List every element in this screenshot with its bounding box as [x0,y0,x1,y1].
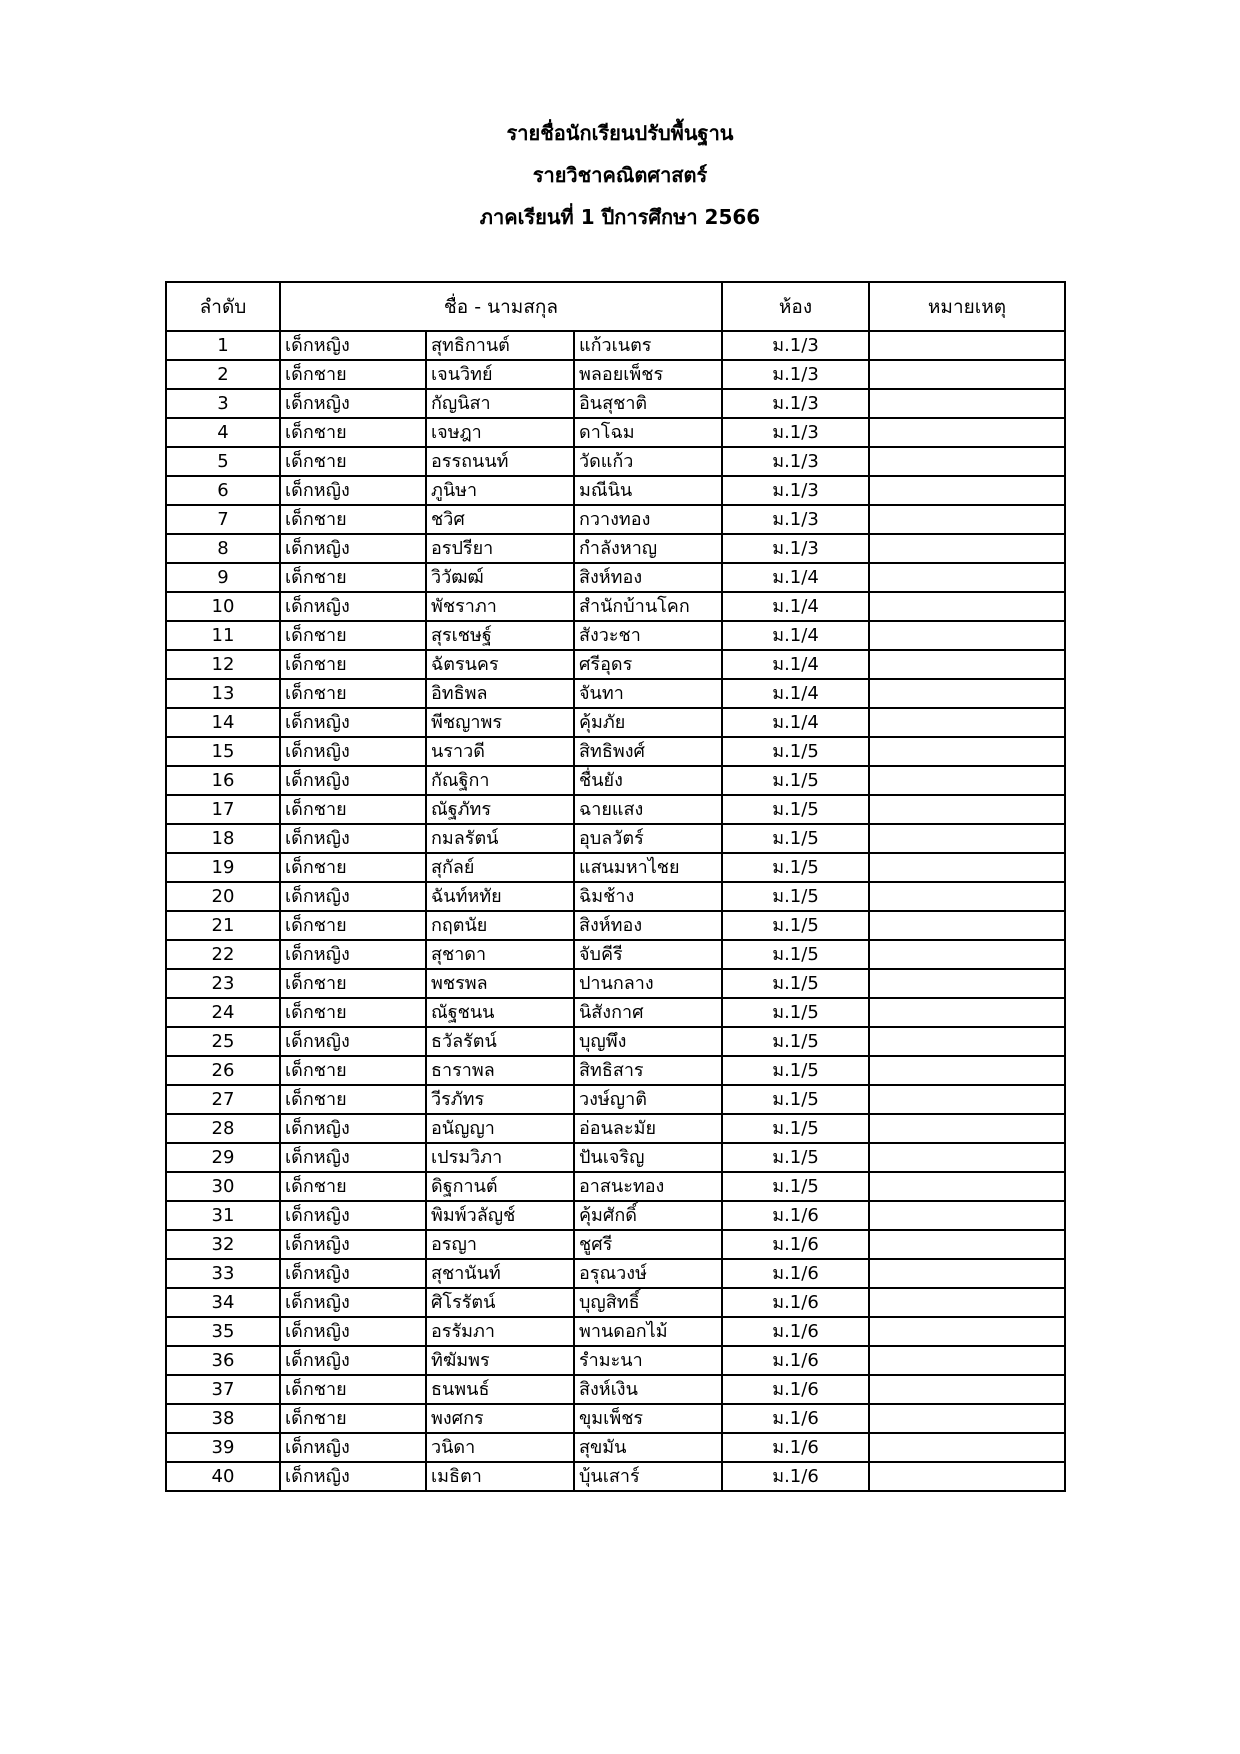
row-number-cell: 34 [166,1288,280,1317]
table-row [166,1433,1065,1462]
room-cell: ม.1/6 [722,1288,869,1317]
first-name-cell: ธาราพล [426,1056,574,1085]
remark-cell [869,766,1065,795]
row-number-cell: 15 [166,737,280,766]
row-number-cell: 25 [166,1027,280,1056]
name-prefix-cell: เด็กหญิง [280,592,426,621]
first-name-cell: ธวัลรัตน์ [426,1027,574,1056]
remark-cell [869,1259,1065,1288]
row-number-cell: 18 [166,824,280,853]
name-prefix-cell: เด็กชาย [280,679,426,708]
row-number-cell: 33 [166,1259,280,1288]
remark-cell [869,853,1065,882]
table-row [166,360,1065,389]
row-number-cell: 17 [166,795,280,824]
last-name-cell: ปานกลาง [574,969,722,998]
name-prefix-cell: เด็กชาย [280,360,426,389]
table-row [166,476,1065,505]
first-name-cell: วีรภัทร [426,1085,574,1114]
table-row [166,389,1065,418]
student-roster-table [165,281,1066,1492]
first-name-cell: เปรมวิภา [426,1143,574,1172]
first-name-cell: อิทธิพล [426,679,574,708]
first-name-cell: สุรเชษฐ์ [426,621,574,650]
first-name-cell: พีชญาพร [426,708,574,737]
remark-cell [869,1317,1065,1346]
table-row [166,621,1065,650]
row-number-cell: 16 [166,766,280,795]
row-number-cell: 8 [166,534,280,563]
first-name-cell: สุชานันท์ [426,1259,574,1288]
name-prefix-cell: เด็กชาย [280,795,426,824]
last-name-cell: บุญสิทธิ์ [574,1288,722,1317]
row-number-cell: 19 [166,853,280,882]
remark-cell [869,621,1065,650]
last-name-cell: สังวะชา [574,621,722,650]
last-name-cell: สุขมัน [574,1433,722,1462]
remark-cell [869,331,1065,360]
last-name-cell: ชูศรี [574,1230,722,1259]
name-prefix-cell: เด็กหญิง [280,389,426,418]
last-name-cell: อ่อนละมัย [574,1114,722,1143]
room-cell: ม.1/4 [722,650,869,679]
last-name-cell: อุบลวัตร์ [574,824,722,853]
name-prefix-cell: เด็กชาย [280,418,426,447]
room-cell: ม.1/6 [722,1375,869,1404]
room-cell: ม.1/5 [722,1143,869,1172]
first-name-cell: อนัญญา [426,1114,574,1143]
table-row [166,795,1065,824]
first-name-cell: พิมพ์วลัญช์ [426,1201,574,1230]
remark-cell [869,563,1065,592]
room-cell: ม.1/6 [722,1462,869,1491]
last-name-cell: รำมะนา [574,1346,722,1375]
last-name-cell: วัดแก้ว [574,447,722,476]
row-number-cell: 3 [166,389,280,418]
last-name-cell: ศรีอุดร [574,650,722,679]
room-cell: ม.1/4 [722,592,869,621]
first-name-cell: อรรถนนท์ [426,447,574,476]
last-name-cell: สิทธิสาร [574,1056,722,1085]
first-name-cell: เจนวิทย์ [426,360,574,389]
name-prefix-cell: เด็กชาย [280,853,426,882]
name-prefix-cell: เด็กชาย [280,621,426,650]
name-prefix-cell: เด็กหญิง [280,1433,426,1462]
remark-cell [869,447,1065,476]
name-prefix-cell: เด็กหญิง [280,708,426,737]
name-prefix-cell: เด็กชาย [280,563,426,592]
last-name-cell: ฉิมช้าง [574,882,722,911]
row-number-cell: 32 [166,1230,280,1259]
last-name-cell: พานดอกไม้ [574,1317,722,1346]
name-prefix-cell: เด็กหญิง [280,737,426,766]
room-cell: ม.1/5 [722,940,869,969]
room-cell: ม.1/3 [722,331,869,360]
table-row [166,331,1065,360]
row-number-cell: 27 [166,1085,280,1114]
table-row [166,1114,1065,1143]
table-row [166,650,1065,679]
remark-cell [869,1056,1065,1085]
last-name-cell: สิงห์ทอง [574,911,722,940]
room-cell: ม.1/4 [722,563,869,592]
remark-cell [869,824,1065,853]
room-cell: ม.1/6 [722,1230,869,1259]
row-number-cell: 22 [166,940,280,969]
table-row [166,1230,1065,1259]
last-name-cell: อินสุชาติ [574,389,722,418]
remark-cell [869,1114,1065,1143]
row-number-cell: 10 [166,592,280,621]
remark-cell [869,1375,1065,1404]
room-cell: ม.1/3 [722,534,869,563]
row-number-cell: 7 [166,505,280,534]
last-name-cell: คุ้มภัย [574,708,722,737]
first-name-cell: ศิโรรัตน์ [426,1288,574,1317]
table-row [166,1346,1065,1375]
first-name-cell: ณัฐภัทร [426,795,574,824]
first-name-cell: เมธิตา [426,1462,574,1491]
table-row [166,1404,1065,1433]
remark-cell [869,592,1065,621]
name-prefix-cell: เด็กชาย [280,1404,426,1433]
name-prefix-cell: เด็กหญิง [280,1346,426,1375]
name-prefix-cell: เด็กหญิง [280,882,426,911]
last-name-cell: สิงห์ทอง [574,563,722,592]
remark-cell [869,1201,1065,1230]
row-number-cell: 28 [166,1114,280,1143]
last-name-cell: อรุณวงษ์ [574,1259,722,1288]
room-cell: ม.1/4 [722,621,869,650]
table-row [166,1201,1065,1230]
last-name-cell: พลอยเพ็ชร [574,360,722,389]
room-cell: ม.1/5 [722,1056,869,1085]
room-cell: ม.1/5 [722,737,869,766]
name-prefix-cell: เด็กหญิง [280,766,426,795]
name-prefix-cell: เด็กหญิง [280,1288,426,1317]
room-cell: ม.1/5 [722,1085,869,1114]
name-prefix-cell: เด็กชาย [280,505,426,534]
name-prefix-cell: เด็กหญิง [280,1027,426,1056]
room-cell: ม.1/6 [722,1317,869,1346]
last-name-cell: จับคีรี [574,940,722,969]
remark-cell [869,360,1065,389]
last-name-cell: จันทา [574,679,722,708]
first-name-cell: ณัฐชนน [426,998,574,1027]
name-prefix-cell: เด็กชาย [280,1085,426,1114]
row-number-cell: 23 [166,969,280,998]
name-prefix-cell: เด็กชาย [280,969,426,998]
last-name-cell: คุ้มศักดิ์ [574,1201,722,1230]
table-row [166,1259,1065,1288]
name-prefix-cell: เด็กชาย [280,650,426,679]
room-cell: ม.1/3 [722,447,869,476]
room-cell: ม.1/5 [722,882,869,911]
row-number-cell: 5 [166,447,280,476]
name-prefix-cell: เด็กหญิง [280,1114,426,1143]
table-row [166,592,1065,621]
last-name-cell: แสนมหาไชย [574,853,722,882]
name-prefix-cell: เด็กหญิง [280,331,426,360]
table-row [166,940,1065,969]
name-prefix-cell: เด็กหญิง [280,1317,426,1346]
remark-cell [869,998,1065,1027]
first-name-cell: เจษฎา [426,418,574,447]
table-row [166,1027,1065,1056]
row-number-cell: 38 [166,1404,280,1433]
first-name-cell: สุชาดา [426,940,574,969]
first-name-cell: ดิฐกานต์ [426,1172,574,1201]
last-name-cell: นิสังกาศ [574,998,722,1027]
last-name-cell: กวางทอง [574,505,722,534]
row-number-cell: 36 [166,1346,280,1375]
room-cell: ม.1/5 [722,969,869,998]
first-name-cell: ฉันท์หทัย [426,882,574,911]
first-name-cell: นราวดี [426,737,574,766]
first-name-cell: ชวิศ [426,505,574,534]
row-number-cell: 6 [166,476,280,505]
remark-cell [869,1027,1065,1056]
name-prefix-cell: เด็กหญิง [280,1259,426,1288]
row-number-cell: 13 [166,679,280,708]
remark-cell [869,737,1065,766]
remark-cell [869,708,1065,737]
first-name-cell: อรปรียา [426,534,574,563]
room-cell: ม.1/5 [722,911,869,940]
first-name-cell: ฉัตรนคร [426,650,574,679]
name-prefix-cell: เด็กชาย [280,1172,426,1201]
last-name-cell: ขุมเพ็ชร [574,1404,722,1433]
room-cell: ม.1/3 [722,360,869,389]
name-prefix-cell: เด็กชาย [280,998,426,1027]
row-number-cell: 30 [166,1172,280,1201]
room-cell: ม.1/5 [722,998,869,1027]
remark-cell [869,911,1065,940]
name-prefix-cell: เด็กชาย [280,1375,426,1404]
remark-cell [869,650,1065,679]
last-name-cell: มณีนิน [574,476,722,505]
header-room: ห้อง [722,282,869,331]
table-row [166,708,1065,737]
room-cell: ม.1/3 [722,418,869,447]
remark-cell [869,476,1065,505]
name-prefix-cell: เด็กหญิง [280,1143,426,1172]
table-row [166,1288,1065,1317]
table-row [166,737,1065,766]
room-cell: ม.1/6 [722,1346,869,1375]
row-number-cell: 1 [166,331,280,360]
row-number-cell: 9 [166,563,280,592]
remark-cell [869,1143,1065,1172]
room-cell: ม.1/5 [722,824,869,853]
remark-cell [869,1288,1065,1317]
row-number-cell: 11 [166,621,280,650]
last-name-cell: ฉายแสง [574,795,722,824]
name-prefix-cell: เด็กชาย [280,447,426,476]
row-number-cell: 20 [166,882,280,911]
last-name-cell: สำนักบ้านโคก [574,592,722,621]
row-number-cell: 26 [166,1056,280,1085]
name-prefix-cell: เด็กหญิง [280,534,426,563]
table-row [166,505,1065,534]
last-name-cell: ปันเจริญ [574,1143,722,1172]
room-cell: ม.1/5 [722,1114,869,1143]
room-cell: ม.1/6 [722,1259,869,1288]
first-name-cell: อรญา [426,1230,574,1259]
row-number-cell: 31 [166,1201,280,1230]
header-no: ลำดับ [166,282,280,331]
first-name-cell: อรรัมภา [426,1317,574,1346]
name-prefix-cell: เด็กหญิง [280,824,426,853]
last-name-cell: ดาโฉม [574,418,722,447]
first-name-cell: พงศกร [426,1404,574,1433]
last-name-cell: บุญพึง [574,1027,722,1056]
name-prefix-cell: เด็กหญิง [280,1201,426,1230]
table-row [166,853,1065,882]
remark-cell [869,940,1065,969]
remark-cell [869,1085,1065,1114]
title-line-3: ภาคเรียนที่ 1 ปีการศึกษา 2566 [479,205,761,229]
row-number-cell: 4 [166,418,280,447]
name-prefix-cell: เด็กหญิง [280,476,426,505]
remark-cell [869,1230,1065,1259]
room-cell: ม.1/5 [722,1172,869,1201]
first-name-cell: กฤตนัย [426,911,574,940]
row-number-cell: 12 [166,650,280,679]
remark-cell [869,1346,1065,1375]
remark-cell [869,795,1065,824]
document-title-block [0,112,1240,238]
table-row [166,1085,1065,1114]
room-cell: ม.1/5 [722,795,869,824]
remark-cell [869,1172,1065,1201]
last-name-cell: อาสนะทอง [574,1172,722,1201]
remark-cell [869,1404,1065,1433]
name-prefix-cell: เด็กชาย [280,1056,426,1085]
last-name-cell: บุ้นเสาร์ [574,1462,722,1491]
first-name-cell: กมลรัตน์ [426,824,574,853]
first-name-cell: สุกัลย์ [426,853,574,882]
table-row [166,418,1065,447]
last-name-cell: สิทธิพงศ์ [574,737,722,766]
table-row [166,679,1065,708]
row-number-cell: 35 [166,1317,280,1346]
first-name-cell: ภูนิษา [426,476,574,505]
table-row [166,1056,1065,1085]
table-row [166,534,1065,563]
header-remark: หมายเหตุ [869,282,1065,331]
last-name-cell: กำลังหาญ [574,534,722,563]
name-prefix-cell: เด็กหญิง [280,1462,426,1491]
last-name-cell: วงษ์ญาติ [574,1085,722,1114]
name-prefix-cell: เด็กหญิง [280,940,426,969]
row-number-cell: 37 [166,1375,280,1404]
room-cell: ม.1/3 [722,476,869,505]
table-row [166,1172,1065,1201]
last-name-cell: สิงห์เงิน [574,1375,722,1404]
first-name-cell: พชรพล [426,969,574,998]
room-cell: ม.1/6 [722,1201,869,1230]
first-name-cell: กัญนิสา [426,389,574,418]
table-row [166,969,1065,998]
table-row [166,998,1065,1027]
header-name: ชื่อ - นามสกุล [280,282,722,331]
remark-cell [869,389,1065,418]
room-cell: ม.1/4 [722,708,869,737]
remark-cell [869,534,1065,563]
table-header-row [166,282,1065,331]
room-cell: ม.1/6 [722,1404,869,1433]
table-row [166,1462,1065,1491]
remark-cell [869,882,1065,911]
table-row [166,824,1065,853]
remark-cell [869,1433,1065,1462]
row-number-cell: 40 [166,1462,280,1491]
table-body [166,331,1065,1491]
row-number-cell: 39 [166,1433,280,1462]
remark-cell [869,1462,1065,1491]
table-row [166,1375,1065,1404]
room-cell: ม.1/3 [722,505,869,534]
room-cell: ม.1/5 [722,766,869,795]
last-name-cell: แก้วเนตร [574,331,722,360]
title-line-1: รายชื่อนักเรียนปรับพื้นฐาน [506,121,734,145]
table-row [166,563,1065,592]
row-number-cell: 29 [166,1143,280,1172]
title-line-2: รายวิชาคณิตศาสตร์ [532,163,708,187]
row-number-cell: 2 [166,360,280,389]
first-name-cell: สุทธิกานต์ [426,331,574,360]
table-row [166,1317,1065,1346]
table-row [166,911,1065,940]
room-cell: ม.1/5 [722,1027,869,1056]
first-name-cell: วนิดา [426,1433,574,1462]
first-name-cell: พัชราภา [426,592,574,621]
remark-cell [869,418,1065,447]
name-prefix-cell: เด็กชาย [280,911,426,940]
table-row [166,1143,1065,1172]
room-cell: ม.1/5 [722,853,869,882]
room-cell: ม.1/6 [722,1433,869,1462]
remark-cell [869,969,1065,998]
last-name-cell: ชื่นยัง [574,766,722,795]
table-row [166,882,1065,911]
row-number-cell: 21 [166,911,280,940]
room-cell: ม.1/3 [722,389,869,418]
row-number-cell: 14 [166,708,280,737]
first-name-cell: วิวัฒฒ์ [426,563,574,592]
row-number-cell: 24 [166,998,280,1027]
remark-cell [869,505,1065,534]
table-row [166,766,1065,795]
remark-cell [869,679,1065,708]
table-row [166,447,1065,476]
name-prefix-cell: เด็กหญิง [280,1230,426,1259]
room-cell: ม.1/4 [722,679,869,708]
first-name-cell: ทิฆัมพร [426,1346,574,1375]
first-name-cell: กัณฐิกา [426,766,574,795]
first-name-cell: ธนพนธ์ [426,1375,574,1404]
